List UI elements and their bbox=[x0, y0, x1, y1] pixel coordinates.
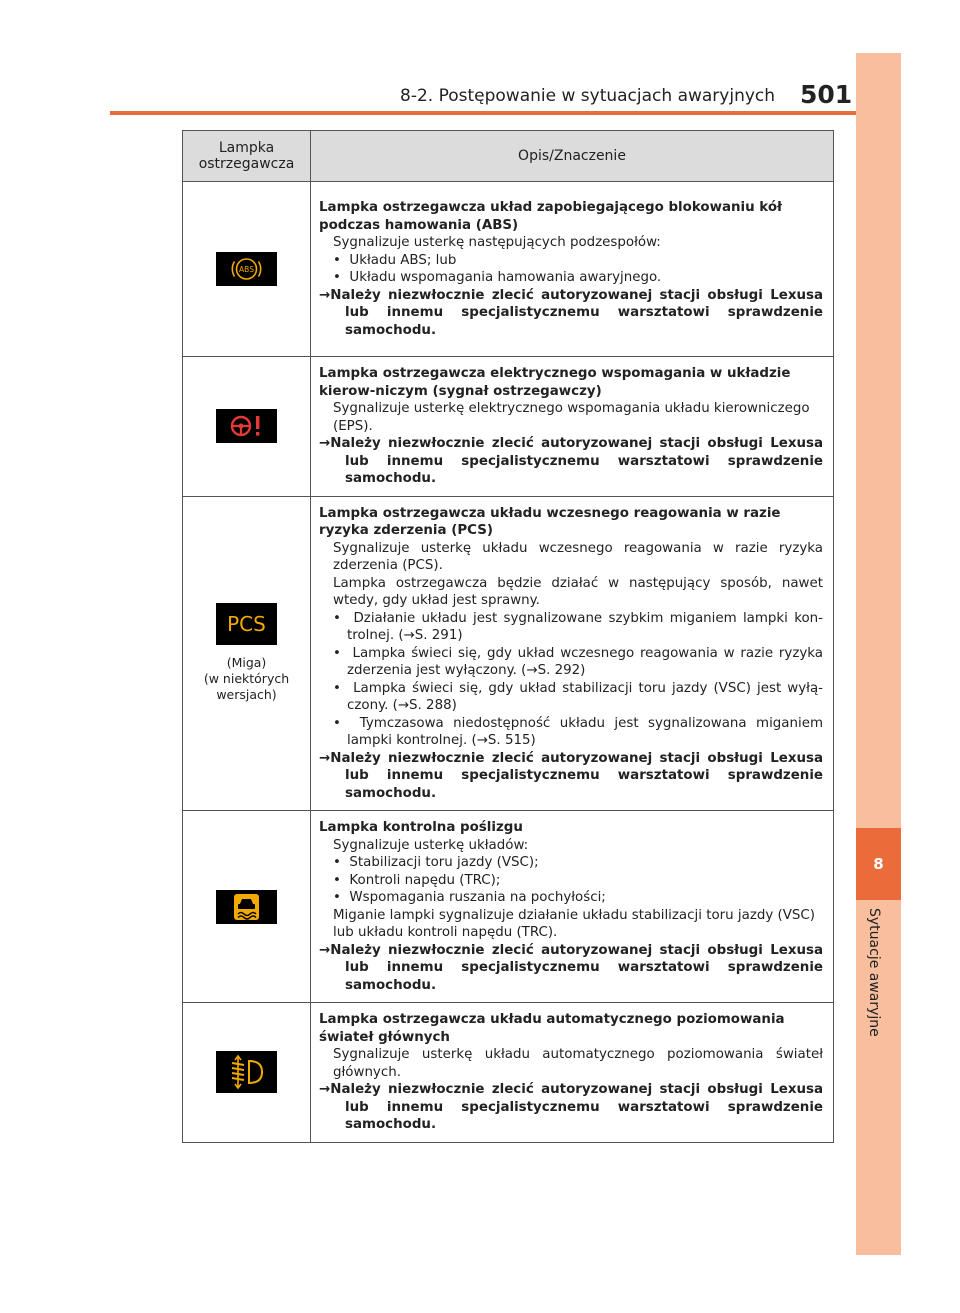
eps-warning-icon bbox=[216, 409, 277, 443]
section-title: 8-2. Postępowanie w sytuacjach awaryjnych bbox=[400, 86, 776, 106]
list-item: • Działanie układu jest sygnalizowane szybkim miganiem lampki kon-trolnej. (→S. 291) bbox=[333, 610, 823, 643]
light-text-2: Lampka ostrzegawcza będzie działać w następujący sposób, nawet wtedy, gdy układ jest sprawny. bbox=[333, 575, 823, 608]
list-item: • Lampka świeci się, gdy układ stabilizacji toru jazdy (VSC) jest wyłą-czony. (→S. 288) bbox=[333, 680, 823, 713]
icon-cell bbox=[183, 496, 311, 811]
light-title: Lampka ostrzegawcza układu wczesnego reagowania w razie ryzyka zderzenia (PCS) bbox=[319, 505, 781, 538]
warning-lights-table bbox=[182, 130, 834, 1143]
light-text: Sygnalizuje usterkę układu automatycznego poziomowania świateł głównych. bbox=[333, 1047, 823, 1080]
list-item: • Kontroli napędu (TRC); bbox=[333, 872, 501, 888]
icon-note: (Miga) (w niektórych wersjach) bbox=[203, 655, 290, 703]
description-cell bbox=[311, 182, 834, 357]
light-text: Sygnalizuje usterkę układów: bbox=[333, 837, 529, 853]
description-cell bbox=[311, 496, 834, 811]
column-header-description: Opis/Znaczenie bbox=[311, 131, 834, 182]
svg-text:ABS: ABS bbox=[239, 265, 254, 274]
chapter-title-text: Sytuacje awaryjne bbox=[866, 908, 882, 1037]
table-row bbox=[183, 1003, 834, 1143]
description-cell bbox=[311, 1003, 834, 1143]
description-cell bbox=[311, 811, 834, 1003]
table-row bbox=[183, 811, 834, 1003]
list-item: • Stabilizacji toru jazdy (VSC); bbox=[333, 855, 539, 870]
light-text: Sygnalizuje usterkę elektrycznego wspomagania układu kierowniczego (EPS). bbox=[333, 401, 810, 434]
light-title: Lampka ostrzegawcza układ zapobiegającego blokowaniu kół podczas hamowania (ABS) bbox=[319, 200, 783, 233]
column-header-light-line1: Lampka bbox=[218, 140, 275, 156]
chapter-number[interactable]: 8 bbox=[856, 828, 901, 900]
page-number: 501 bbox=[800, 80, 853, 109]
action-note: →Należy niezwłocznie zlecić autoryzowanej stacji obsługi Lexusa lub innemu specjalistycznemu warsztatowi sprawdzenie samochodu. bbox=[319, 750, 823, 801]
action-note: →Należy niezwłocznie zlecić autoryzowanej stacji obsługi Lexusa lub innemu specjalistycznemu warsztatowi sprawdzenie samochodu. bbox=[319, 436, 823, 486]
icon-cell bbox=[183, 357, 311, 497]
chapter-title bbox=[864, 908, 884, 1068]
pcs-warning-icon: PCS bbox=[216, 603, 277, 645]
table-header-row bbox=[183, 131, 834, 182]
light-text: Sygnalizuje usterkę następujących podzespołów: bbox=[333, 235, 661, 250]
list-item: • Tymczasowa niedostępność układu jest sygnalizowana miganiem lampki kontrolnej. (→S. 515) bbox=[333, 715, 823, 748]
slip-indicator-icon bbox=[216, 890, 277, 924]
light-title: Lampka ostrzegawcza układu automatycznego poziomowania świateł głównych bbox=[319, 1012, 785, 1045]
chapter-side-tab bbox=[856, 53, 901, 1255]
light-title: Lampka kontrolna poślizgu bbox=[319, 820, 523, 835]
list-item: • Lampka świeci się, gdy układ wczesnego reagowania w razie ryzyka zderzenia jest wyłączony. (→S. 292) bbox=[333, 645, 823, 678]
list-item: • Układu wspomagania hamowania awaryjnego. bbox=[333, 270, 662, 285]
list-item: • Wspomagania ruszania na pochyłości; bbox=[333, 890, 606, 905]
arrow-icon: → bbox=[319, 942, 331, 958]
arrow-icon: → bbox=[319, 1082, 331, 1097]
light-text: Sygnalizuje usterkę układu wczesnego reagowania w razie ryzyka zderzenia (PCS). bbox=[333, 540, 823, 573]
icon-cell bbox=[183, 1003, 311, 1143]
light-text-2: Miganie lampki sygnalizuje działanie układu stabilizacji toru jazdy (VSC) lub układu kontroli napędu (TRC). bbox=[333, 907, 815, 940]
action-note: →Należy niezwłocznie zlecić autoryzowanej stacji obsługi Lexusa lub innemu specjalistycznemu warsztatowi sprawdzenie samochodu. bbox=[319, 287, 823, 338]
description-cell bbox=[311, 357, 834, 497]
table-row bbox=[183, 182, 834, 357]
action-note: →Należy niezwłocznie zlecić autoryzowanej stacji obsługi Lexusa lub innemu specjalistycznemu warsztatowi sprawdzenie samochodu. bbox=[319, 942, 823, 993]
column-header-light-line2: ostrzegawcza bbox=[198, 156, 295, 172]
abs-warning-icon bbox=[216, 252, 277, 286]
arrow-icon: → bbox=[319, 750, 331, 766]
arrow-icon: → bbox=[319, 436, 331, 451]
table-row bbox=[183, 357, 834, 497]
column-header-light bbox=[183, 131, 311, 182]
header-rule bbox=[110, 111, 856, 115]
icon-cell bbox=[183, 811, 311, 1003]
arrow-icon: → bbox=[319, 287, 331, 303]
action-note: →Należy niezwłocznie zlecić autoryzowanej stacji obsługi Lexusa lub innemu specjalistycznemu warsztatowi sprawdzenie samochodu. bbox=[319, 1082, 823, 1132]
table-row bbox=[183, 496, 834, 811]
headlight-leveling-icon bbox=[216, 1051, 277, 1093]
list-item: • Układu ABS; lub bbox=[333, 252, 457, 268]
light-title: Lampka ostrzegawcza elektrycznego wspomagania w układzie kierow-niczym (sygnał ostrzegawczy) bbox=[319, 366, 791, 399]
icon-cell bbox=[183, 182, 311, 357]
